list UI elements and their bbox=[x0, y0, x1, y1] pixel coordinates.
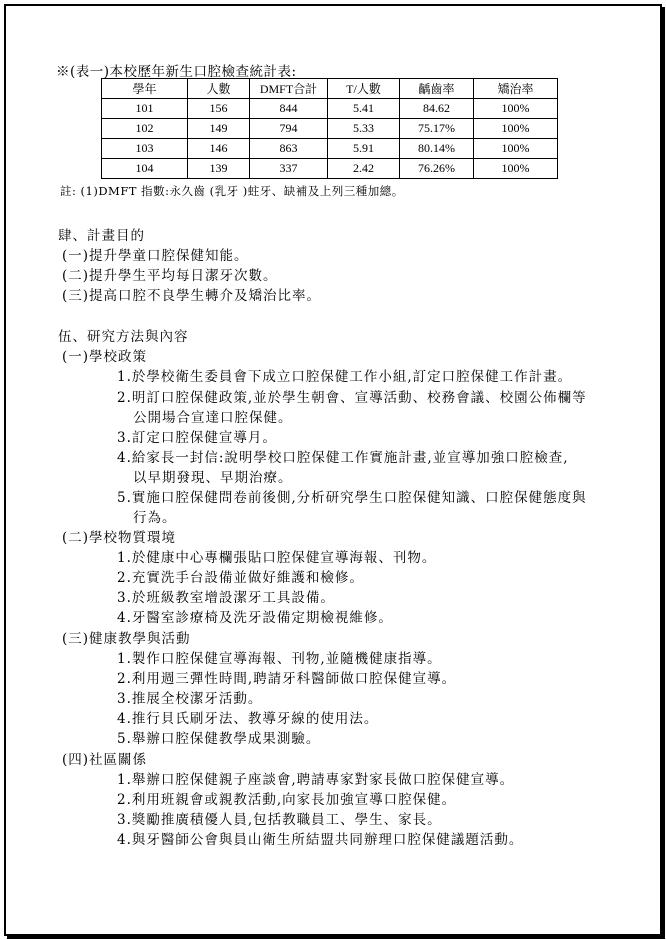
subsection-title: (二)學校物質環境 bbox=[62, 530, 177, 546]
table-cell: 2.42 bbox=[328, 159, 400, 179]
list-item: 3.於班級教室增設潔牙工具設備。 bbox=[117, 590, 335, 606]
table-cell: 80.14% bbox=[400, 139, 474, 159]
stats-table bbox=[101, 78, 558, 179]
list-item: 2.充實洗手台設備並做好維護和檢修。 bbox=[117, 570, 364, 586]
table-cell: 156 bbox=[188, 99, 250, 119]
list-item: (三)提高口腔不良學生轉介及矯治比率。 bbox=[62, 288, 322, 304]
table-cell: 84.62 bbox=[400, 99, 474, 119]
column-header: 矯治率 bbox=[474, 79, 558, 99]
table-cell: 863 bbox=[250, 139, 328, 159]
list-item: 3.推展全校潔牙活動。 bbox=[117, 691, 263, 707]
table-row bbox=[102, 99, 558, 119]
column-header: T/人數 bbox=[328, 79, 400, 99]
table-cell: 100% bbox=[474, 99, 558, 119]
subsection-title: (四)社區關係 bbox=[62, 752, 148, 768]
list-item-continuation: 公開場合宣達口腔保健。 bbox=[133, 410, 293, 426]
table-row bbox=[102, 139, 558, 159]
table-header-row bbox=[102, 79, 558, 99]
list-item: 4.推行貝氏刷牙法、教導牙線的使用法。 bbox=[117, 711, 379, 727]
list-item: 4.與牙醫師公會與員山衛生所結盟共同辦理口腔保健議題活動。 bbox=[117, 832, 524, 848]
list-item: 4.給家長一封信:說明學校口腔保健工作實施計畫,並宣導加強口腔檢查, bbox=[117, 450, 569, 466]
list-item: 2.利用班親會或親教活動,向家長加強宣導口腔保健。 bbox=[117, 792, 457, 808]
table-cell: 100% bbox=[474, 119, 558, 139]
list-item: 5.舉辦口腔保健教學成果測驗。 bbox=[117, 731, 321, 747]
table-cell: 5.41 bbox=[328, 99, 400, 119]
column-header: 齲齒率 bbox=[400, 79, 474, 99]
table-cell: 76.26% bbox=[400, 159, 474, 179]
subsection-title: (三)健康教學與活動 bbox=[62, 631, 191, 647]
table-cell: 103 bbox=[102, 139, 188, 159]
column-header: DMFT合計 bbox=[250, 79, 328, 99]
table-cell: 75.17% bbox=[400, 119, 474, 139]
table-cell: 102 bbox=[102, 119, 188, 139]
table-cell: 100% bbox=[474, 139, 558, 159]
table-cell: 337 bbox=[250, 159, 328, 179]
subsection-title: (一)學校政策 bbox=[62, 349, 148, 365]
list-item: 1.於學校衛生委員會下成立口腔保健工作小組,訂定口腔保健工作計畫。 bbox=[117, 369, 573, 385]
table-caption: ※(表一)本校歷年新生口腔檢查統計表: bbox=[56, 64, 297, 80]
list-item: 2.利用週三彈性時間,聘請牙科醫師做口腔保健宣導。 bbox=[117, 671, 457, 687]
list-item: 1.舉辦口腔保健親子座談會,聘請專家對家長做口腔保健宣導。 bbox=[117, 772, 515, 788]
table-cell: 5.33 bbox=[328, 119, 400, 139]
table-cell: 146 bbox=[188, 139, 250, 159]
table-cell: 101 bbox=[102, 99, 188, 119]
column-header: 學年 bbox=[102, 79, 188, 99]
column-header: 人數 bbox=[188, 79, 250, 99]
list-item: 3.獎勵推廣積優人員,包括教職員工、學生、家長。 bbox=[117, 812, 442, 828]
table-cell: 139 bbox=[188, 159, 250, 179]
table-row bbox=[102, 119, 558, 139]
list-item-continuation: 以早期發現、早期治療。 bbox=[133, 470, 293, 486]
table-cell: 104 bbox=[102, 159, 188, 179]
table-row bbox=[102, 159, 558, 179]
list-item: (一)提升學童口腔保健知能。 bbox=[62, 248, 249, 264]
list-item: 2.明訂口腔保健政策,並於學生朝會、宣導活動、校務會議、校園公佈欄等 bbox=[117, 390, 587, 406]
list-item: 4.牙醫室診療椅及洗牙設備定期檢視維修。 bbox=[117, 610, 393, 626]
table-cell: 844 bbox=[250, 99, 328, 119]
table-cell: 5.91 bbox=[328, 139, 400, 159]
list-item: 3.訂定口腔保健宣導月。 bbox=[117, 430, 277, 446]
section-heading: 肆、計畫目的 bbox=[58, 228, 145, 244]
table-note: 註: (1)DMFT 指數:永久齒 (乳牙 )蛀牙、缺補及上列三種加總。 bbox=[60, 184, 404, 198]
list-item: 5.實施口腔保健問卷前後側,分析研究學生口腔保健知識、口腔保健態度與 bbox=[117, 490, 587, 506]
list-item: 1.於健康中心專欄張貼口腔保健宣導海報、刊物。 bbox=[117, 550, 437, 566]
table-cell: 100% bbox=[474, 159, 558, 179]
list-item-continuation: 行為。 bbox=[133, 510, 177, 526]
list-item: (二)提升學生平均每日潔牙次數。 bbox=[62, 268, 278, 284]
table-cell: 149 bbox=[188, 119, 250, 139]
list-item: 1.製作口腔保健宣導海報、刊物,並隨機健康指導。 bbox=[117, 651, 442, 667]
section-heading: 伍、研究方法與內容 bbox=[58, 329, 189, 345]
table-cell: 794 bbox=[250, 119, 328, 139]
